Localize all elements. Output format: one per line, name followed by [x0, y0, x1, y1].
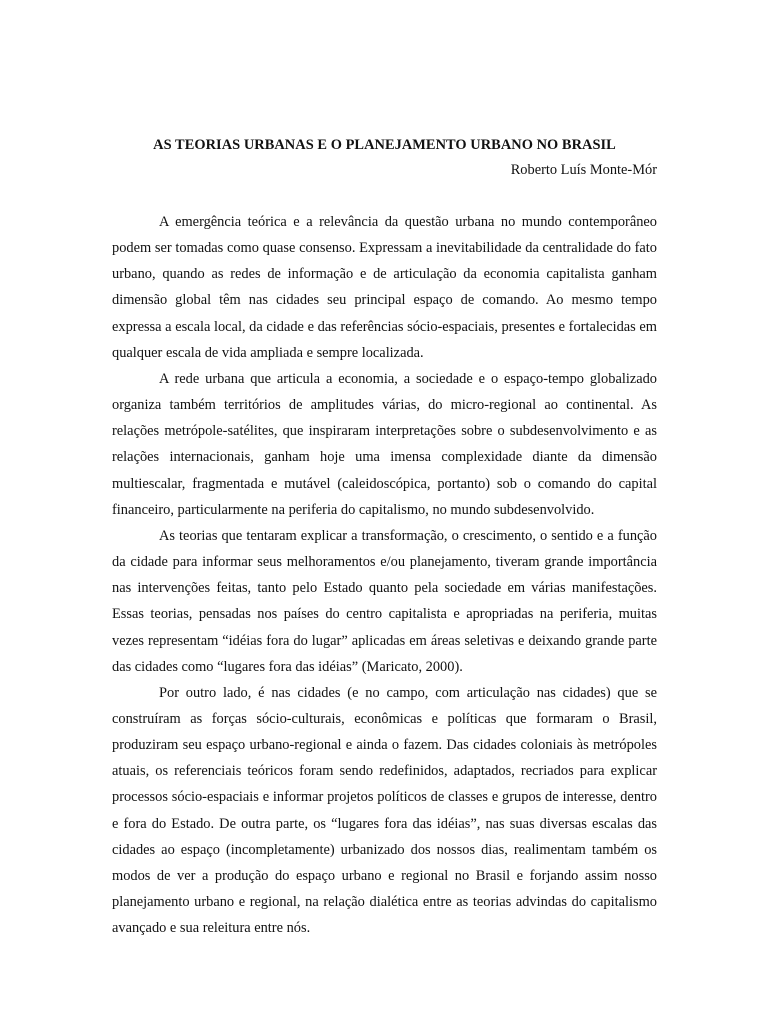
document-author: Roberto Luís Monte-Mór — [510, 162, 657, 178]
paragraph-2: A rede urbana que articula a economia, a sociedade e o espaço-tempo globalizado organiza também territórios de amplitudes várias, do micro-regional ao continental. As relações metrópole-satélites, que inspiraram interpretações sobre o subdesenvolvimento e as relações internacionais, ganham hoje uma imensa complexidade diante da dimensão multiescalar, fragmentada e mutável (caleidoscópica, portanto) sob o comando do capital financeiro, particularmente na periferia do capitalismo, no mundo subdesenvolvido. — [112, 370, 657, 518]
paragraph-4: Por outro lado, é nas cidades (e no campo, com articulação nas cidades) que se construíram as forças sócio-culturais, econômicas e políticas que formaram o Brasil, produziram seu espaço urbano-regional e ainda o fazem. Das cidades coloniais às metrópoles atuais, os referenciais teóricos foram sendo redefinidos, adaptados, recriados para explicar processos sócio-espaciais e informar projetos políticos de classes e grupos de interesse, dentro e fora do Estado. De outra parte, os “lugares fora das idéias”, nas suas diversas escalas das cidades ao espaço (incompletamente) urbanizado dos nossos dias, realimentam também os modos de ver a produção do espaço urbano e regional no Brasil e forjando assim nosso planejamento urbano e regional, na relação dialética entre as teorias advindas do capitalismo avançado e sua releitura entre nós. — [112, 684, 657, 937]
paragraph-1: A emergência teórica e a relevância da questão urbana no mundo contemporâneo podem ser tomadas como quase consenso. Expressam a inevitabilidade da centralidade do fato urbano, quando as redes de informação e de articulação da economia capitalista ganham dimensão global têm nas cidades seu principal espaço de comando. Ao mesmo tempo expressa a escala local, da cidade e das referências sócio-espaciais, presentes e fortalecidas em qualquer escala de vida ampliada e sempre localizada. — [112, 214, 657, 361]
paragraph-3: As teorias que tentaram explicar a transformação, o crescimento, o sentido e a função da cidade para informar seus melhoramentos e/ou planejamento, tiveram grande importância nas intervenções feitas, tanto pelo Estado quanto pela sociedade em várias manifestações. Essas teorias, pensadas nos países do centro capitalista e apropriadas na periferia, muitas vezes representam “idéias fora do lugar” aplicadas em áreas seletivas e deixando grande parte das cidades como “lugares fora das idéias” (Maricato, 2000). — [112, 527, 657, 675]
document-title: AS TEORIAS URBANAS E O PLANEJAMENTO URBANO NO BRASIL — [153, 137, 616, 153]
document-body — [112, 209, 657, 941]
